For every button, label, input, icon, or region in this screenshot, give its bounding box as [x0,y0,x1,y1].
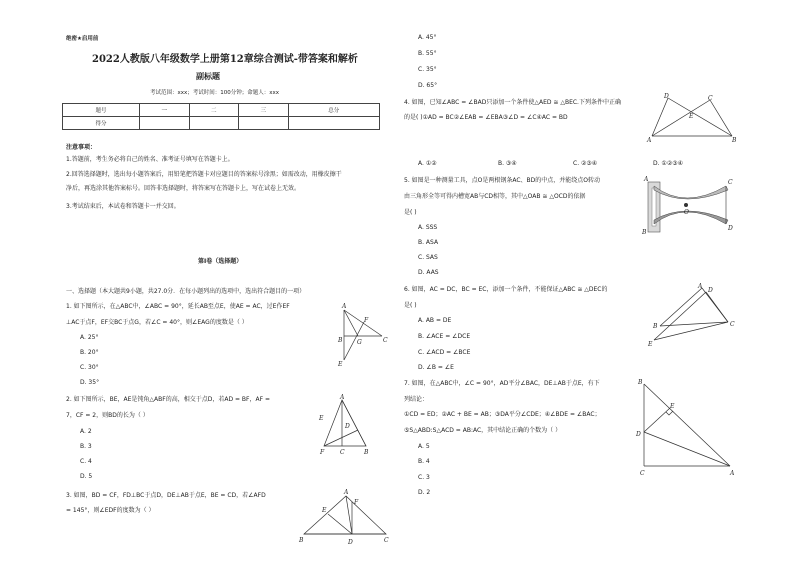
figure-label: C [340,449,345,456]
figure-label: C [383,337,388,344]
option-d[interactable]: D. AAS [418,269,439,276]
table-cell [288,117,379,130]
option-b[interactable]: B. 55° [418,50,437,57]
question-text: 由三角形全等可得内槽宽AB与CD相等，其中△OAB ≅ △OCD的依据 [404,193,586,200]
note-item: 净后，再选涂其他答案标号。回答非选择题时，将答案写在答题卡上，写在试卷上无效。 [66,185,301,192]
option-a[interactable]: A. 25° [80,334,99,341]
table-cell [189,117,239,130]
exam-info: 考试范围：xxx；考试时间：100分钟；命题人：xxx [150,90,280,96]
figure-label: F [354,499,359,506]
score-table [62,103,380,130]
question-text: 1. 如下图所示，在△ABC中，∠ABC = 90°，延长AB至点E，使AE = AC，过E作EF [66,303,290,310]
option-c[interactable]: C. SAS [418,254,438,261]
option-b[interactable]: B. 20° [80,349,99,356]
option-b[interactable]: B. ASA [418,239,439,246]
option-b[interactable]: B. ③④ [498,160,517,167]
figure-label: D [708,287,713,294]
option-a[interactable]: A. 5 [418,443,430,450]
figure-label: B [364,449,369,456]
q7-figure [634,378,740,478]
option-c[interactable]: C. 3 [418,474,430,481]
figure-label: D [348,539,353,546]
option-b[interactable]: B. 4 [418,458,430,465]
figure-label: B [732,137,737,144]
figure-label: D [636,431,641,438]
page-title: 2022人教版八年级数学上册第12章综合测试-带答案和解析 [92,54,358,65]
q1-figure [332,300,394,372]
secret-label: 绝密★启用前 [66,36,99,42]
page-subtitle: 副标题 [196,71,220,81]
table-cell: 二 [189,104,239,117]
figure-label: B [638,379,643,386]
option-c[interactable]: C. ∠ACD = ∠BCE [418,349,471,356]
option-c[interactable]: C. 35° [418,66,437,73]
figure-label: B [338,337,343,344]
table-cell [140,117,190,130]
figure-label: F [364,317,369,324]
figure-label: A [344,489,349,496]
question-text: 的是( )①AD = BC②∠EAB = ∠EBA③∠D = ∠C④AC = BD [404,114,568,121]
figure-label: C [708,95,713,102]
q5-figure [640,174,740,236]
section-intro: 一、选择题（本大题共9小题，共27.0分．在每小题列出的选项中，选出符合题目的一项） [66,288,306,295]
option-a[interactable]: A. AB = DE [418,317,452,324]
table-cell: 总分 [288,104,379,117]
question-text: 6. 如图，AC = DC，BC = EC，添加一个条件，不能保证△ABC ≅ △DEC的 [404,286,608,293]
q6-figure [644,282,738,352]
figure-label: D [345,423,350,430]
figure-label: A [647,137,652,144]
figure-label: A [342,303,347,310]
question-text: = 145°，则∠EDF的度数为（ ） [66,507,155,514]
figure-label: A [698,283,703,290]
table-cell: 得分 [63,117,140,130]
figure-label: D [664,93,669,100]
section-title: 第I卷（选择题） [198,258,243,265]
question-text: 2. 如下图所示，BE，AE是钝角△ABF的高，相交于点D，若AD = BF，AF = [66,396,270,403]
figure-label: B [299,537,304,544]
figure-label: E [648,341,653,348]
question-text: 7. 如图，在△ABC中，∠C = 90°，AD平分∠BAC，DE⊥AB于点E，有下 [404,380,600,387]
option-d[interactable]: D. 2 [418,489,431,496]
figure-label: E [670,403,675,410]
option-a[interactable]: A. ①② [418,160,437,167]
figure-label: A [730,470,735,477]
option-a[interactable]: A. 2 [80,428,92,435]
option-a[interactable]: A. SSS [418,224,438,231]
option-c[interactable]: C. 4 [80,458,92,465]
table-cell [239,117,289,130]
figure-label: F [320,449,325,456]
figure-label: C [728,179,733,186]
option-d[interactable]: D. 35° [80,379,100,386]
option-d[interactable]: D. 5 [80,473,93,480]
figure-label: C [384,537,389,544]
option-b[interactable]: B. 3 [80,443,92,450]
table-cell: 三 [239,104,289,117]
figure-label: A [644,176,649,183]
table-row [63,104,380,117]
question-text: 是( ) [404,302,417,309]
question-text: 4. 如图，已知∠ABC = ∠BAD只添加一个条件使△AED ≅ △BEC.下列条件中正确 [404,99,621,106]
table-cell: 题号 [63,104,140,117]
figure-label: E [338,361,343,368]
figure-label: C [640,470,645,477]
table-cell: 一 [140,104,190,117]
option-c[interactable]: C. ②③④ [573,160,598,167]
note-item: 2.回答选择题时，选出每小题答案后，用铅笔把答题卡对应题目的答案标号涂黑；如需改动，用橡皮擦干 [66,171,342,178]
option-a[interactable]: A. 45° [418,34,437,41]
figure-label: A [340,394,345,401]
figure-label: E [322,507,327,514]
note-item: 1.答题前，考生务必将自己的姓名、准考证号填写在答题卡上。 [66,156,234,163]
figure-label: E [689,113,694,120]
question-text: 5. 如图是一种测量工具，点O是两根钢条AC、BD的中点，并能绕点O转动 [404,177,601,184]
notes-title: 注意事项： [66,144,97,151]
option-d[interactable]: D. ∠B = ∠E [418,364,454,371]
figure-label: E [319,415,324,422]
question-text: ⑤S△ABD:S△ACD = AB:AC，其中结论正确的个数为（ ） [404,427,562,434]
table-row [63,117,380,130]
question-text: 列结论： [404,396,429,403]
option-d[interactable]: D. 65° [418,82,438,89]
question-text: 3. 如图，BD = CF，FD⊥BC于点D，DE⊥AB于点E，BE = CD，若∠AFD [66,492,266,499]
q4-figure [646,92,738,144]
figure-label: B [653,323,658,330]
question-text: 是( ) [404,209,417,216]
figure-label: B [642,229,647,236]
option-c[interactable]: C. 30° [80,364,99,371]
question-text: ⊥AC于点F，EF交BC于点G，若∠C = 40°，则∠EAG的度数是（ ） [66,319,248,326]
question-text: ①CD = ED；②AC + BE = AB；③DA平分∠CDE；④∠BDE = ∠BAC； [404,411,601,418]
q3-figure [296,486,396,548]
note-item: 3.考试结束后，本试卷和答题卡一并交回。 [66,203,180,210]
option-d[interactable]: D. ①②③④ [653,160,683,167]
figure-label: C [730,321,735,328]
option-b[interactable]: B. ∠ACE = ∠DCE [418,333,471,340]
question-text: 7，CF = 2，则BD的长为（ ） [66,412,149,419]
option-row [418,160,683,168]
figure-label: G [357,339,362,346]
figure-label: D [728,225,733,232]
q2-figure [318,394,374,460]
figure-label: O [684,209,689,216]
